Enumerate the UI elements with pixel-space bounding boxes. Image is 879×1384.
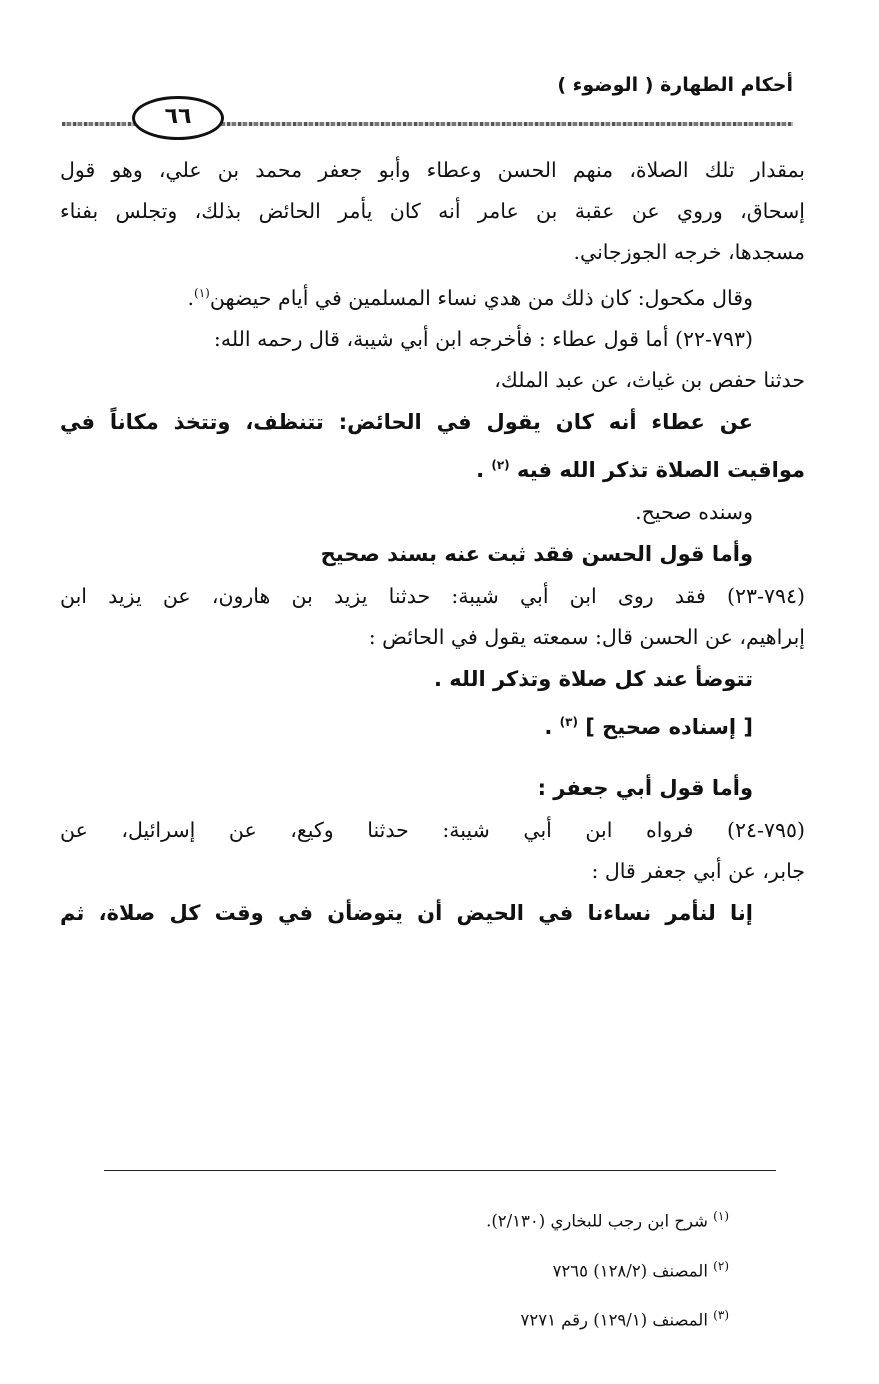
footnote (60, 1244, 729, 1294)
text-span: . (544, 714, 553, 739)
main-text (60, 150, 805, 935)
text-line: مسجدها، خرجه الجوزجاني. (573, 240, 805, 264)
section-heading: وأما قول أبي جعفر : (537, 775, 753, 800)
footnote-text: المصنف (١٢٩/١) رقم ٧٢٧١ (520, 1310, 708, 1330)
text-span: وقال مكحول: كان ذلك من هدي نساء المسلمين في أيام حيضهن (209, 285, 753, 310)
footnote-ref: (١) (194, 286, 210, 300)
text-line: (٧٩٤-٢٣) فقد روى ابن أبي شيبة: حدثنا يزيد بن هارون، عن يزيد ابن (60, 583, 805, 608)
page-header (62, 74, 793, 134)
footnote (60, 1293, 729, 1343)
text-line (60, 273, 805, 319)
text-line: إسحاق، وروي عن عقبة بن عامر أنه كان يأمر الحائض بذلك، وتجلس بفناء (60, 199, 805, 223)
hadith-text: عن عطاء أنه كان يقول في الحائض: تتنظف، وتتخذ مكاناً في (60, 409, 753, 434)
text-span: . (187, 285, 195, 310)
text-line: جابر، عن أبي جعفر قال : (591, 858, 805, 883)
hadith-text: تتوضأ عند كل صلاة وتذكر الله . (433, 666, 753, 691)
page-number: ٦٦ (132, 96, 224, 140)
text-line: إبراهيم، عن الحسن قال: سمعته يقول في الحائض : (368, 624, 805, 649)
text-line: حدثنا حفص بن غياث، عن عبد الملك، (494, 367, 805, 392)
footnote-ref: (٣) (559, 714, 578, 729)
footnote-text: شرح ابن رجب للبخاري (٢/١٣٠). (486, 1211, 708, 1231)
spacer (60, 749, 805, 767)
running-title: أحكام الطهارة ( الوضوء ) (557, 74, 793, 96)
text-span: مواقيت الصلاة تذكر الله فيه (516, 457, 805, 482)
footnote-text: المصنف (١٢٨/٢) ٧٢٦٥ (552, 1261, 708, 1280)
section-heading: وأما قول الحسن فقد ثبت عنه بسند صحيح (320, 541, 753, 566)
footnote-separator (104, 1170, 776, 1171)
text-line: بمقدار تلك الصلاة، منهم الحسن وعطاء وأبو جعفر محمد بن علي، وهو قول (60, 158, 805, 182)
footnote-marker: (٣) (713, 1308, 729, 1322)
hadith-text (60, 444, 805, 492)
text-line: وسنده صحيح. (635, 499, 753, 524)
hadith-text: إنا لنأمر نساءنا في الحيض أن يتوضأن في وقت كل صلاة، ثم (60, 900, 753, 925)
footnotes (60, 1194, 729, 1343)
footnote (60, 1194, 729, 1244)
text-span: . (476, 457, 485, 482)
footnote-ref: (٢) (491, 457, 510, 472)
text-line: (٧٩٣-٢٢) أما قول عطاء : فأخرجه ابن أبي شيبة، قال رحمه الله: (213, 326, 753, 351)
text-span: [ إسناده صحيح ] (585, 714, 753, 739)
text-line: (٧٩٥-٢٤) فرواه ابن أبي شيبة: حدثنا وكيع، عن إسرائيل، عن (60, 817, 805, 842)
grading (60, 701, 805, 749)
footnote-marker: (٢) (713, 1258, 729, 1273)
footnote-marker: (١) (713, 1209, 729, 1223)
